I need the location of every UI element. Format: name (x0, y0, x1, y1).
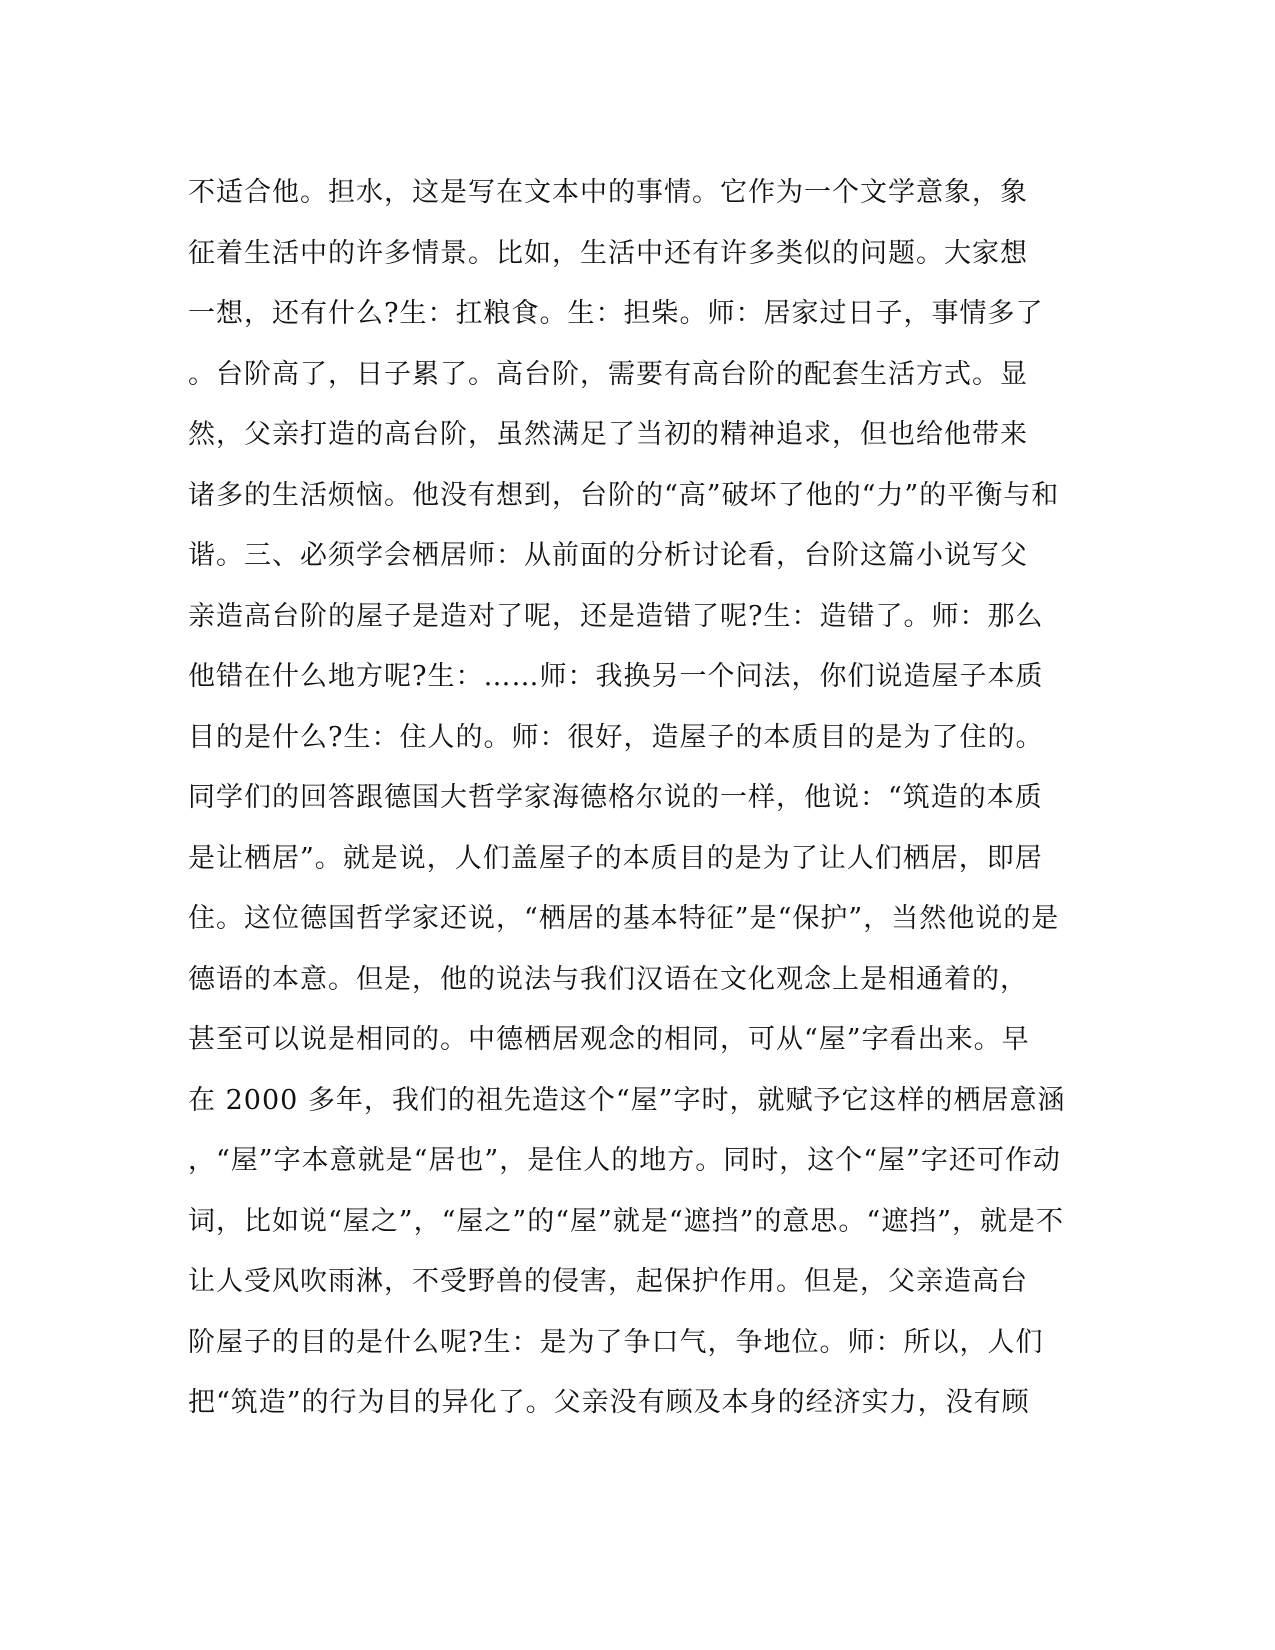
text-line: 他错在什么地方呢?生：……师：我换另一个问法，你们说造屋子本质 (188, 661, 1044, 692)
text-line: 目的是什么?生：住人的。师：很好，造屋子的本质目的是为了住的。 (188, 721, 1044, 753)
text-line: 亲造高台阶的屋子是造对了呢，还是造错了呢?生：造错了。师：那么 (188, 600, 1044, 632)
body-text (188, 163, 1088, 1434)
text-line: 让人受风吹雨淋，不受野兽的侵害，起保护作用。但是，父亲造高台 (188, 1266, 1028, 1297)
text-line: 不适合他。担水，这是写在文本中的事情。它作为一个文学意象，象 (188, 177, 1028, 208)
text-line: 阶屋子的目的是什么呢?生：是为了争口气，争地位。师：所以，人们 (188, 1326, 1044, 1358)
text-line: 甚至可以说是相同的。中德栖居观念的相同，可从“屋”字看出来。早 (188, 1024, 1030, 1055)
text-line: 德语的本意。但是，他的说法与我们汉语在文化观念上是相通着的， (188, 963, 1028, 995)
text-line: 。台阶高了，日子累了。高台阶，需要有高台阶的配套生活方式。显 (188, 358, 1028, 390)
text-line: 住。这位德国哲学家还说，“栖居的基本特征”是“保护”，当然他说的是 (188, 903, 1060, 934)
text-line: 诸多的生活烦恼。他没有想到，台阶的“高”破坏了他的“力”的平衡与和 (188, 479, 1060, 511)
text-line: 同学们的回答跟德国大哲学家海德格尔说的一样，他说：“筑造的本质 (188, 782, 1043, 813)
text-line: 谐。三、必须学会栖居师：从前面的分析讨论看，台阶这篇小说写父 (188, 540, 1028, 571)
text-line: ，“屋”字本意就是“居也”，是住人的地方。同时，这个“屋”字还可作动 (188, 1145, 1061, 1176)
text-line: 把“筑造”的行为目的异化了。父亲没有顾及本身的经济实力，没有顾 (188, 1387, 1030, 1418)
text-line: 是让栖居”。就是说，人们盖屋子的本质目的是为了让人们栖居，即居 (188, 842, 1043, 874)
text-line: 征着生活中的许多情景。比如，生活中还有许多类似的问题。大家想 (188, 237, 1028, 269)
text-line: 在 2000 多年，我们的祖先造这个“屋”字时，就赋予它这样的栖居意涵 (188, 1084, 1066, 1116)
text-line: 一想，还有什么?生：扛粮食。生：担柴。师：居家过日子，事情多了 (188, 298, 1044, 329)
text-line: 然，父亲打造的高台阶，虽然满足了当初的精神追求，但也给他带来 (188, 419, 1028, 450)
text-line: 词，比如说“屋之”，“屋之”的“屋”就是“遮挡”的意思。“遮挡”，就是不 (188, 1205, 1065, 1237)
